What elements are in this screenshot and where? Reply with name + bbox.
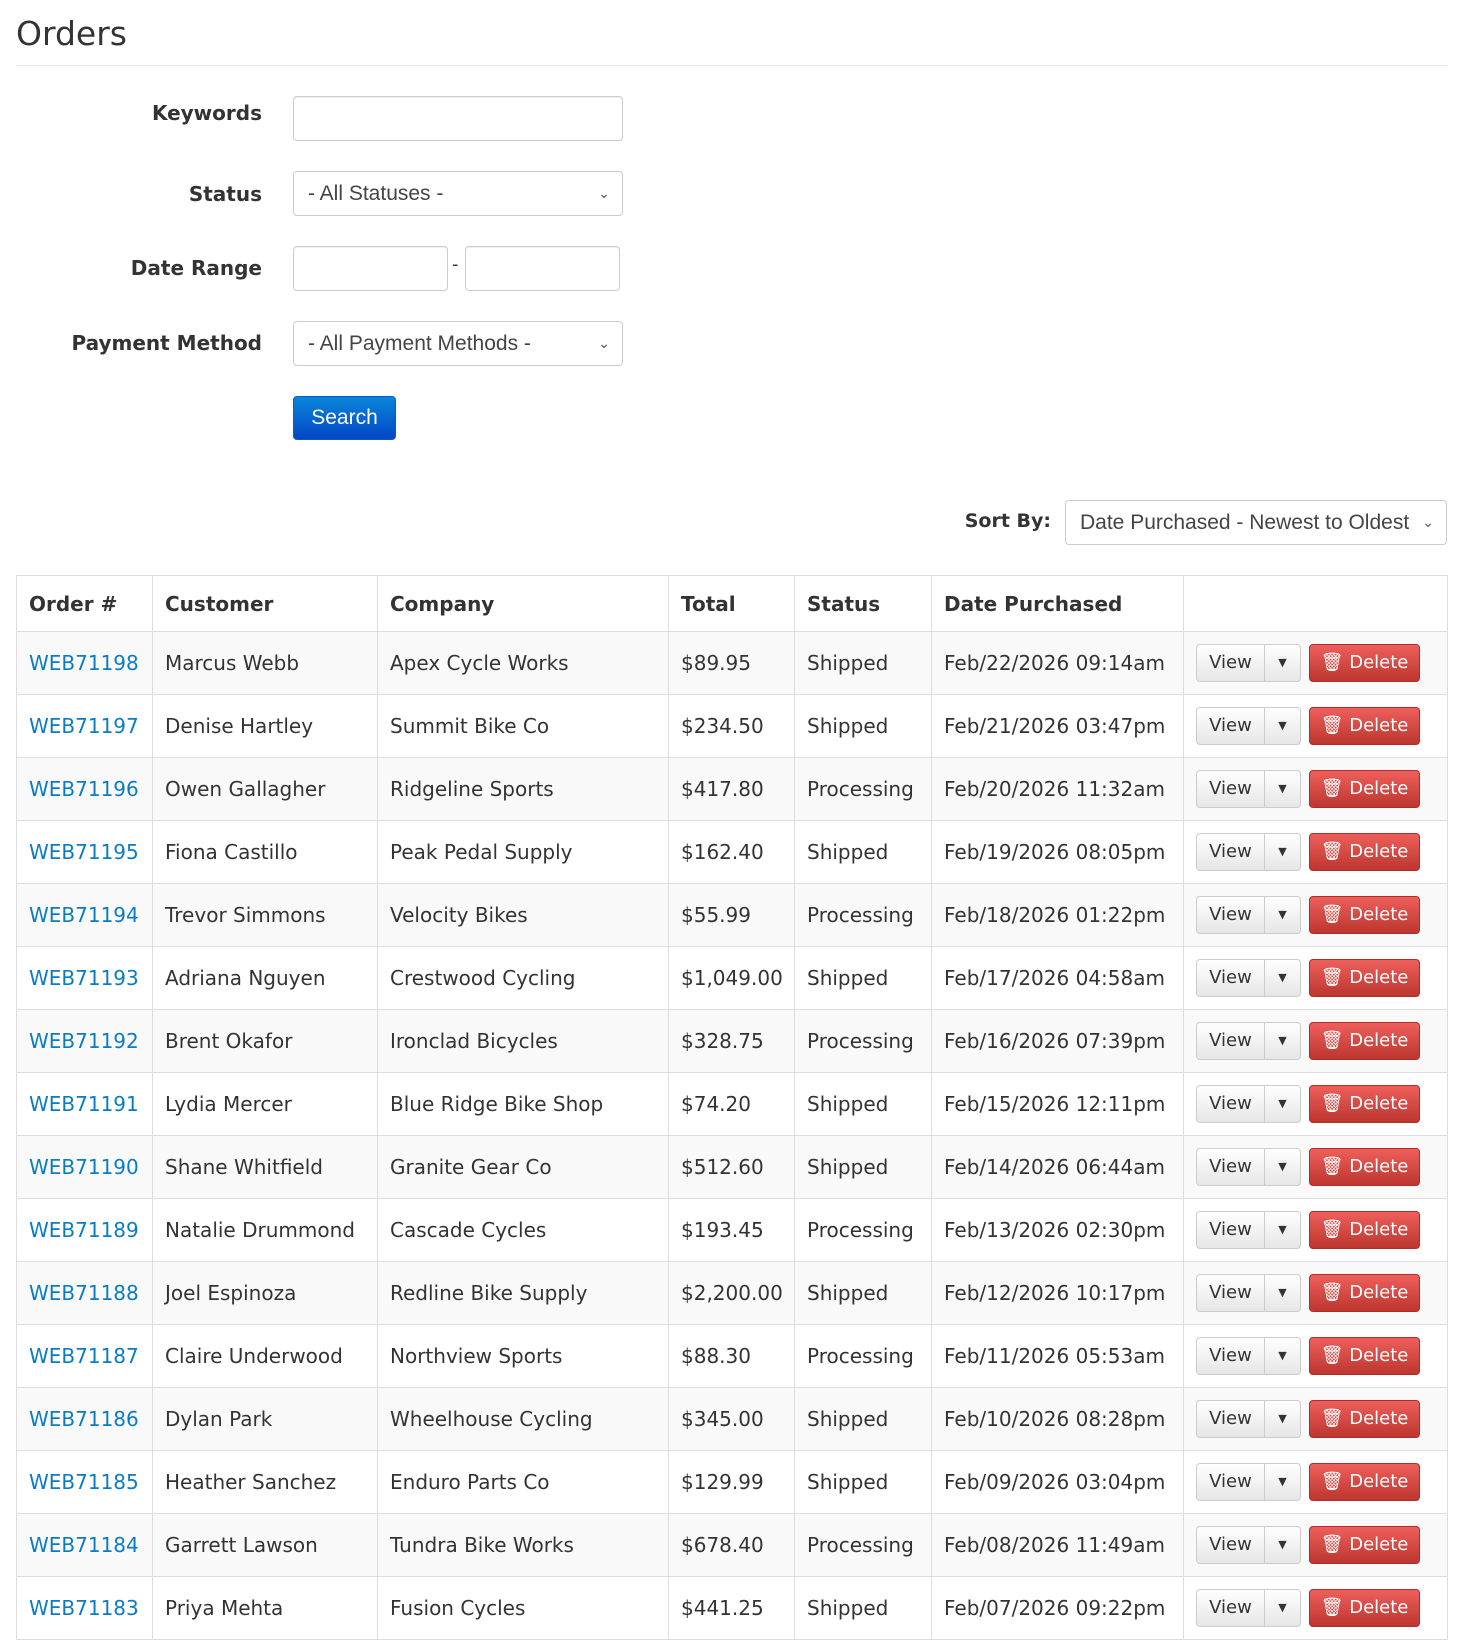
status-select-value: - All Statuses - [308,182,444,205]
cell-status: Shipped [795,947,932,1010]
view-button[interactable]: View [1196,959,1265,997]
caret-down-icon: ▼ [1278,1600,1287,1614]
cell-status: Processing [795,1514,932,1577]
cell-status: Processing [795,1010,932,1073]
cell-actions [1184,1514,1448,1577]
view-dropdown-toggle[interactable] [1265,1022,1301,1060]
cell-customer: Heather Sanchez [153,1451,378,1514]
delete-button[interactable] [1309,1337,1420,1375]
view-button[interactable]: View [1196,1274,1265,1312]
view-button-group [1196,770,1301,808]
cell-date-purchased: Feb/09/2026 03:04pm [932,1451,1184,1514]
cell-company: Redline Bike Supply [378,1262,669,1325]
view-dropdown-toggle[interactable] [1265,1211,1301,1249]
view-button[interactable]: View [1196,1400,1265,1438]
trash-icon: 🗑 [1320,841,1344,863]
cell-date-purchased: Feb/11/2026 05:53am [932,1325,1184,1388]
cell-customer: Lydia Mercer [153,1073,378,1136]
table-header-row [17,576,1448,632]
cell-status: Shipped [795,1262,932,1325]
view-button-group [1196,1148,1301,1186]
delete-button[interactable] [1309,1463,1420,1501]
status-label: Status [188,182,262,206]
cell-customer: Marcus Webb [153,632,378,695]
cell-total: $328.75 [669,1010,795,1073]
cell-total: $512.60 [669,1136,795,1199]
cell-actions [1184,1199,1448,1262]
delete-button[interactable] [1309,1274,1420,1312]
cell-order-number [17,947,153,1010]
view-button[interactable]: View [1196,1337,1265,1375]
table-row [17,1388,1448,1451]
table-row [17,1010,1448,1073]
cell-order-number [17,1010,153,1073]
date-to-input[interactable] [465,246,620,291]
cell-status: Processing [795,1325,932,1388]
cell-company: Tundra Bike Works [378,1514,669,1577]
cell-date-purchased: Feb/10/2026 08:28pm [932,1388,1184,1451]
header-date-purchased: Date Purchased [932,576,1184,632]
delete-button[interactable] [1309,959,1420,997]
view-button[interactable]: View [1196,833,1265,871]
cell-company: Northview Sports [378,1325,669,1388]
caret-down-icon: ▼ [1278,718,1287,732]
payment-method-select[interactable] [293,321,623,366]
cell-actions [1184,1577,1448,1640]
cell-total: $345.00 [669,1388,795,1451]
view-button-group [1196,1589,1301,1627]
header-order-number: Order # [17,576,153,632]
trash-icon: 🗑 [1320,1471,1344,1493]
cell-company: Summit Bike Co [378,695,669,758]
cell-actions [1184,695,1448,758]
order-link[interactable]: WEB71189 [29,1218,139,1242]
cell-total: $89.95 [669,632,795,695]
caret-down-icon: ▼ [1278,844,1287,858]
caret-down-icon: ▼ [1278,1096,1287,1110]
cell-company: Blue Ridge Bike Shop [378,1073,669,1136]
cell-status: Shipped [795,1073,932,1136]
cell-date-purchased: Feb/08/2026 11:49am [932,1514,1184,1577]
table-row [17,947,1448,1010]
header-customer: Customer [153,576,378,632]
cell-customer: Brent Okafor [153,1010,378,1073]
delete-label: Delete [1349,1219,1409,1241]
cell-total: $417.80 [669,758,795,821]
table-row [17,1325,1448,1388]
cell-customer: Denise Hartley [153,695,378,758]
view-button-group [1196,1463,1301,1501]
table-row [17,1199,1448,1262]
cell-status: Processing [795,1199,932,1262]
cell-date-purchased: Feb/07/2026 09:22pm [932,1577,1184,1640]
view-button[interactable]: View [1196,644,1265,682]
delete-button[interactable] [1309,896,1420,934]
cell-status: Shipped [795,632,932,695]
table-row [17,884,1448,947]
cell-total: $74.20 [669,1073,795,1136]
cell-order-number [17,1577,153,1640]
cell-company: Wheelhouse Cycling [378,1388,669,1451]
chevron-down-icon: ⌄ [1422,514,1434,530]
cell-date-purchased: Feb/22/2026 09:14am [932,632,1184,695]
cell-total: $162.40 [669,821,795,884]
view-dropdown-toggle[interactable] [1265,896,1301,934]
view-button[interactable]: View [1196,1085,1265,1123]
delete-label: Delete [1349,1156,1409,1178]
delete-label: Delete [1349,1471,1409,1493]
caret-down-icon: ▼ [1278,970,1287,984]
view-dropdown-toggle[interactable] [1265,1085,1301,1123]
order-link[interactable]: WEB71191 [29,1092,139,1116]
caret-down-icon: ▼ [1278,1222,1287,1236]
cell-total: $2,200.00 [669,1262,795,1325]
cell-customer: Priya Mehta [153,1577,378,1640]
table-row [17,1451,1448,1514]
cell-date-purchased: Feb/18/2026 01:22pm [932,884,1184,947]
view-dropdown-toggle[interactable] [1265,959,1301,997]
cell-customer: Shane Whitfield [153,1136,378,1199]
table-row [17,1262,1448,1325]
cell-actions [1184,632,1448,695]
view-button-group [1196,1211,1301,1249]
view-dropdown-toggle[interactable] [1265,707,1301,745]
view-button[interactable]: View [1196,1463,1265,1501]
keywords-label: Keywords [151,101,262,125]
trash-icon: 🗑 [1320,1408,1344,1430]
trash-icon: 🗑 [1320,1534,1344,1556]
order-link[interactable]: WEB71196 [29,777,139,801]
view-button[interactable]: View [1196,1589,1265,1627]
trash-icon: 🗑 [1320,1282,1344,1304]
cell-date-purchased: Feb/14/2026 06:44am [932,1136,1184,1199]
date-from-input[interactable] [293,246,448,291]
chevron-down-icon: ⌄ [598,335,610,351]
cell-date-purchased: Feb/13/2026 02:30pm [932,1199,1184,1262]
trash-icon: 🗑 [1320,1030,1344,1052]
cell-total: $678.40 [669,1514,795,1577]
order-link[interactable]: WEB71198 [29,651,139,675]
delete-button[interactable] [1309,1022,1420,1060]
cell-status: Shipped [795,695,932,758]
cell-customer: Natalie Drummond [153,1199,378,1262]
cell-customer: Trevor Simmons [153,884,378,947]
caret-down-icon: ▼ [1278,1474,1287,1488]
delete-label: Delete [1349,1597,1409,1619]
cell-customer: Fiona Castillo [153,821,378,884]
date-separator: - [452,254,459,275]
delete-button[interactable] [1309,770,1420,808]
view-button-group [1196,1085,1301,1123]
cell-status: Shipped [795,821,932,884]
delete-button[interactable] [1309,1085,1420,1123]
view-dropdown-toggle[interactable] [1265,1337,1301,1375]
cell-company: Ridgeline Sports [378,758,669,821]
cell-order-number [17,1199,153,1262]
order-link[interactable]: WEB71195 [29,840,139,864]
cell-customer: Claire Underwood [153,1325,378,1388]
delete-label: Delete [1349,778,1409,800]
page-title: Orders [16,14,127,53]
delete-label: Delete [1349,1408,1409,1430]
view-button-group [1196,833,1301,871]
cell-order-number [17,695,153,758]
sort-by-label: Sort By: [964,510,1051,532]
cell-actions [1184,1010,1448,1073]
delete-label: Delete [1349,1345,1409,1367]
trash-icon: 🗑 [1320,778,1344,800]
view-button-group [1196,1337,1301,1375]
chevron-down-icon: ⌄ [598,185,610,201]
order-link[interactable]: WEB71186 [29,1407,139,1431]
delete-label: Delete [1349,1030,1409,1052]
cell-company: Enduro Parts Co [378,1451,669,1514]
delete-button[interactable] [1309,1526,1420,1564]
delete-label: Delete [1349,1282,1409,1304]
order-link[interactable]: WEB71187 [29,1344,139,1368]
cell-order-number [17,1262,153,1325]
cell-company: Velocity Bikes [378,884,669,947]
order-link[interactable]: WEB71183 [29,1596,139,1620]
cell-actions [1184,1073,1448,1136]
table-row [17,758,1448,821]
trash-icon: 🗑 [1320,715,1344,737]
order-link[interactable]: WEB71192 [29,1029,139,1053]
cell-status: Shipped [795,1451,932,1514]
header-total: Total [669,576,795,632]
cell-customer: Adriana Nguyen [153,947,378,1010]
status-select[interactable] [293,171,623,216]
caret-down-icon: ▼ [1278,907,1287,921]
view-button[interactable]: View [1196,1148,1265,1186]
cell-date-purchased: Feb/20/2026 11:32am [932,758,1184,821]
view-button-group [1196,896,1301,934]
order-link[interactable]: WEB71190 [29,1155,139,1179]
table-row [17,1514,1448,1577]
delete-label: Delete [1349,715,1409,737]
cell-actions [1184,947,1448,1010]
view-dropdown-toggle[interactable] [1265,1400,1301,1438]
caret-down-icon: ▼ [1278,1285,1287,1299]
table-row [17,1577,1448,1640]
trash-icon: 🗑 [1320,1156,1344,1178]
view-button-group [1196,1022,1301,1060]
view-dropdown-toggle[interactable] [1265,1526,1301,1564]
caret-down-icon: ▼ [1278,1033,1287,1047]
cell-actions [1184,1325,1448,1388]
order-link[interactable]: WEB71197 [29,714,139,738]
cell-actions [1184,758,1448,821]
cell-company: Apex Cycle Works [378,632,669,695]
order-link[interactable]: WEB71193 [29,966,139,990]
cell-status: Processing [795,884,932,947]
trash-icon: 🗑 [1320,652,1344,674]
cell-actions [1184,1136,1448,1199]
caret-down-icon: ▼ [1278,1411,1287,1425]
sort-by-select-value: Date Purchased - Newest to Oldest [1080,511,1410,534]
cell-actions [1184,1262,1448,1325]
cell-date-purchased: Feb/21/2026 03:47pm [932,695,1184,758]
table-row [17,1136,1448,1199]
header-actions [1184,576,1448,632]
caret-down-icon: ▼ [1278,1537,1287,1551]
delete-label: Delete [1349,1093,1409,1115]
view-button-group [1196,707,1301,745]
view-button[interactable]: View [1196,1211,1265,1249]
caret-down-icon: ▼ [1278,781,1287,795]
delete-button[interactable] [1309,1148,1420,1186]
cell-order-number [17,1514,153,1577]
cell-status: Shipped [795,1388,932,1451]
payment-method-label: Payment Method [71,331,262,355]
view-dropdown-toggle[interactable] [1265,833,1301,871]
view-button-group [1196,1274,1301,1312]
delete-label: Delete [1349,1534,1409,1556]
delete-label: Delete [1349,652,1409,674]
cell-date-purchased: Feb/19/2026 08:05pm [932,821,1184,884]
delete-label: Delete [1349,904,1409,926]
cell-total: $441.25 [669,1577,795,1640]
view-button[interactable]: View [1196,1022,1265,1060]
cell-actions [1184,1388,1448,1451]
table-row [17,632,1448,695]
cell-actions [1184,884,1448,947]
cell-total: $1,049.00 [669,947,795,1010]
cell-order-number [17,1073,153,1136]
cell-actions [1184,1451,1448,1514]
divider [16,65,1448,66]
view-button[interactable]: View [1196,707,1265,745]
cell-date-purchased: Feb/12/2026 10:17pm [932,1262,1184,1325]
caret-down-icon: ▼ [1278,1348,1287,1362]
cell-total: $55.99 [669,884,795,947]
cell-order-number [17,1451,153,1514]
delete-label: Delete [1349,841,1409,863]
cell-status: Processing [795,758,932,821]
cell-company: Crestwood Cycling [378,947,669,1010]
trash-icon: 🗑 [1320,1093,1344,1115]
cell-company: Granite Gear Co [378,1136,669,1199]
cell-actions [1184,821,1448,884]
cell-date-purchased: Feb/17/2026 04:58am [932,947,1184,1010]
cell-order-number [17,821,153,884]
sort-by-select[interactable] [1065,500,1447,545]
cell-date-purchased: Feb/16/2026 07:39pm [932,1010,1184,1073]
view-button-group [1196,1526,1301,1564]
view-button[interactable]: View [1196,770,1265,808]
cell-order-number [17,884,153,947]
view-dropdown-toggle[interactable] [1265,770,1301,808]
order-link[interactable]: WEB71185 [29,1470,139,1494]
date-range-label: Date Range [130,256,262,280]
cell-company: Peak Pedal Supply [378,821,669,884]
delete-button[interactable] [1309,644,1420,682]
delete-button[interactable] [1309,1400,1420,1438]
delete-button[interactable] [1309,1211,1420,1249]
order-link[interactable]: WEB71184 [29,1533,139,1557]
order-link[interactable]: WEB71194 [29,903,139,927]
table-row [17,695,1448,758]
cell-order-number [17,1136,153,1199]
cell-order-number [17,1325,153,1388]
cell-status: Shipped [795,1136,932,1199]
cell-customer: Garrett Lawson [153,1514,378,1577]
cell-order-number [17,758,153,821]
delete-button[interactable] [1309,833,1420,871]
caret-down-icon: ▼ [1278,1159,1287,1173]
view-dropdown-toggle[interactable] [1265,1463,1301,1501]
cell-customer: Dylan Park [153,1388,378,1451]
delete-button[interactable] [1309,1589,1420,1627]
view-dropdown-toggle[interactable] [1265,1589,1301,1627]
cell-date-purchased: Feb/15/2026 12:11pm [932,1073,1184,1136]
cell-company: Cascade Cycles [378,1199,669,1262]
view-dropdown-toggle[interactable] [1265,1274,1301,1312]
table-row [17,1073,1448,1136]
header-company: Company [378,576,669,632]
cell-company: Fusion Cycles [378,1577,669,1640]
trash-icon: 🗑 [1320,1597,1344,1619]
cell-total: $129.99 [669,1451,795,1514]
cell-customer: Joel Espinoza [153,1262,378,1325]
cell-total: $88.30 [669,1325,795,1388]
table-row [17,821,1448,884]
view-button[interactable]: View [1196,1526,1265,1564]
view-button-group [1196,644,1301,682]
cell-company: Ironclad Bicycles [378,1010,669,1073]
view-dropdown-toggle[interactable] [1265,644,1301,682]
cell-status: Shipped [795,1577,932,1640]
cell-customer: Owen Gallagher [153,758,378,821]
trash-icon: 🗑 [1320,1219,1344,1241]
view-button[interactable]: View [1196,896,1265,934]
payment-method-select-value: - All Payment Methods - [308,332,531,355]
cell-order-number [17,1388,153,1451]
delete-button[interactable] [1309,707,1420,745]
view-button-group [1196,959,1301,997]
trash-icon: 🗑 [1320,904,1344,926]
view-button-group [1196,1400,1301,1438]
cell-total: $234.50 [669,695,795,758]
trash-icon: 🗑 [1320,967,1344,989]
trash-icon: 🗑 [1320,1345,1344,1367]
keywords-input[interactable] [293,96,623,141]
search-button[interactable]: Search [293,396,396,440]
cell-order-number [17,632,153,695]
order-link[interactable]: WEB71188 [29,1281,139,1305]
delete-label: Delete [1349,967,1409,989]
caret-down-icon: ▼ [1278,655,1287,669]
cell-total: $193.45 [669,1199,795,1262]
header-status: Status [795,576,932,632]
view-dropdown-toggle[interactable] [1265,1148,1301,1186]
orders-table [16,575,1448,1640]
